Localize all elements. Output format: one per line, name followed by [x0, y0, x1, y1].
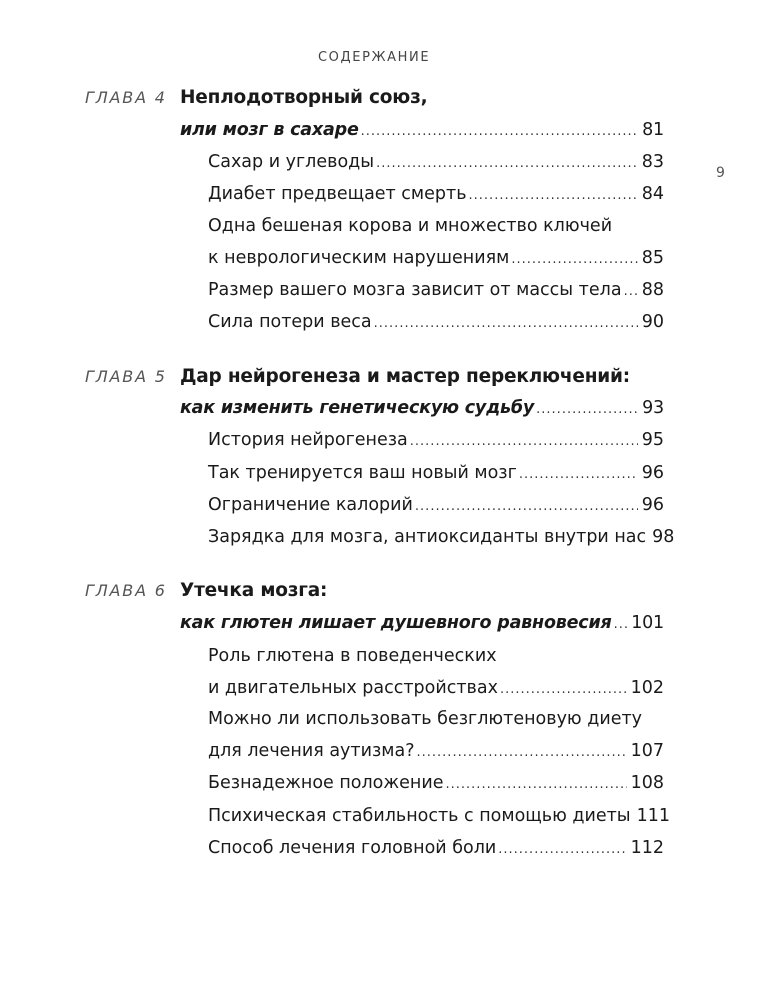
- chapter-subtitle-line[interactable]: [180, 607, 664, 639]
- entry-title: и двигательных расстройствах: [208, 678, 498, 698]
- entry-title-first-line: Роль глютена в поведенческих: [208, 646, 497, 666]
- chapter-title: Дар нейрогенеза и мастер переключений:: [180, 366, 630, 387]
- page-ref: 102: [630, 678, 664, 698]
- page-ref: 93: [642, 398, 664, 418]
- entry-title: Способ лечения головной боли: [208, 838, 497, 858]
- leader-dots: [410, 426, 638, 458]
- page-ref: 98: [652, 527, 675, 547]
- toc-entry[interactable]: [208, 672, 664, 704]
- toc-entry[interactable]: [208, 457, 664, 489]
- toc-entry[interactable]: [208, 832, 664, 864]
- leader-dots: [361, 116, 639, 148]
- page-ref: 90: [641, 312, 664, 332]
- entry-title: для лечения аутизма?: [208, 741, 415, 761]
- page-ref: 108: [630, 773, 664, 793]
- chapter-label: ГЛАВА 4: [85, 88, 167, 107]
- leader-dots: [519, 459, 638, 491]
- leader-dots: [536, 394, 638, 426]
- chapter-subtitle-line[interactable]: [180, 392, 664, 424]
- page-ref: 88: [641, 280, 664, 300]
- toc-entry[interactable]: [208, 800, 671, 832]
- leader-dots: [374, 308, 638, 340]
- toc-entry[interactable]: [208, 242, 664, 274]
- chapter-subtitle: как глютен лишает душевного равновесия: [180, 613, 612, 633]
- page-ref: 95: [641, 430, 664, 450]
- page-number: 9: [716, 165, 725, 181]
- chapter-label: ГЛАВА 6: [85, 581, 167, 600]
- leader-dots: [469, 180, 638, 212]
- leader-dots: [446, 769, 627, 801]
- page-ref: 112: [630, 838, 664, 858]
- page-ref: 84: [641, 184, 664, 204]
- entry-title: Диабет предвещает смерть: [208, 184, 467, 204]
- entry-title: Ограничение калорий: [208, 495, 413, 515]
- chapter-subtitle-line[interactable]: [180, 114, 664, 146]
- page-ref: 96: [641, 463, 664, 483]
- leader-dots: [511, 244, 637, 276]
- leader-dots: [376, 148, 638, 180]
- toc-entry[interactable]: [208, 489, 664, 521]
- page-ref: 96: [641, 495, 664, 515]
- leader-dots: [624, 276, 638, 308]
- entry-title-first-line: Можно ли использовать безглютеновую диету: [208, 709, 643, 729]
- entry-title: Сахар и углеводы: [208, 152, 375, 172]
- entry-title: Безнадежное положение: [208, 773, 444, 793]
- chapter-subtitle: как изменить генетическую судьбу: [180, 398, 535, 418]
- chapter-label: ГЛАВА 5: [85, 367, 167, 386]
- toc-entry[interactable]: [208, 274, 664, 306]
- toc-entry[interactable]: [208, 424, 664, 456]
- entry-title: к неврологическим нарушениям: [208, 248, 510, 268]
- chapter-subtitle: или мозг в сахаре: [180, 120, 359, 140]
- toc-entry[interactable]: [208, 146, 664, 178]
- chapter-title: Неплодотворный союз,: [180, 87, 428, 108]
- toc-entry[interactable]: [208, 306, 664, 338]
- page-ref: 101: [631, 613, 664, 633]
- page-ref: 107: [630, 741, 664, 761]
- leader-dots: [500, 674, 627, 706]
- entry-title-first-line: Одна бешеная корова и множество ключей: [208, 216, 613, 236]
- entry-title: Размер вашего мозга зависит от массы тела: [208, 280, 622, 300]
- entry-title: Сила потери веса: [208, 312, 372, 332]
- toc-entry[interactable]: [208, 521, 675, 553]
- leader-dots: [498, 834, 626, 866]
- page-ref: 85: [641, 248, 664, 268]
- entry-title: Психическая стабильность с помощью диеты: [208, 806, 631, 826]
- page-ref: 81: [642, 120, 664, 140]
- chapter-title: Утечка мозга:: [180, 580, 328, 601]
- page-ref: 111: [636, 806, 671, 826]
- entry-title: Так тренируется ваш новый мозг: [208, 463, 517, 483]
- leader-dots: [417, 737, 627, 769]
- leader-dots: [415, 491, 638, 523]
- entry-title: История нейрогенеза: [208, 430, 408, 450]
- toc-entry[interactable]: [208, 767, 664, 799]
- toc-entry[interactable]: [208, 178, 664, 210]
- page-ref: 83: [641, 152, 664, 172]
- entry-title: Зарядка для мозга, антиоксиданты внутри нас: [208, 527, 647, 547]
- leader-dots: [614, 609, 628, 641]
- running-head: СОДЕРЖАНИЕ: [318, 50, 431, 65]
- toc-entry[interactable]: [208, 735, 664, 767]
